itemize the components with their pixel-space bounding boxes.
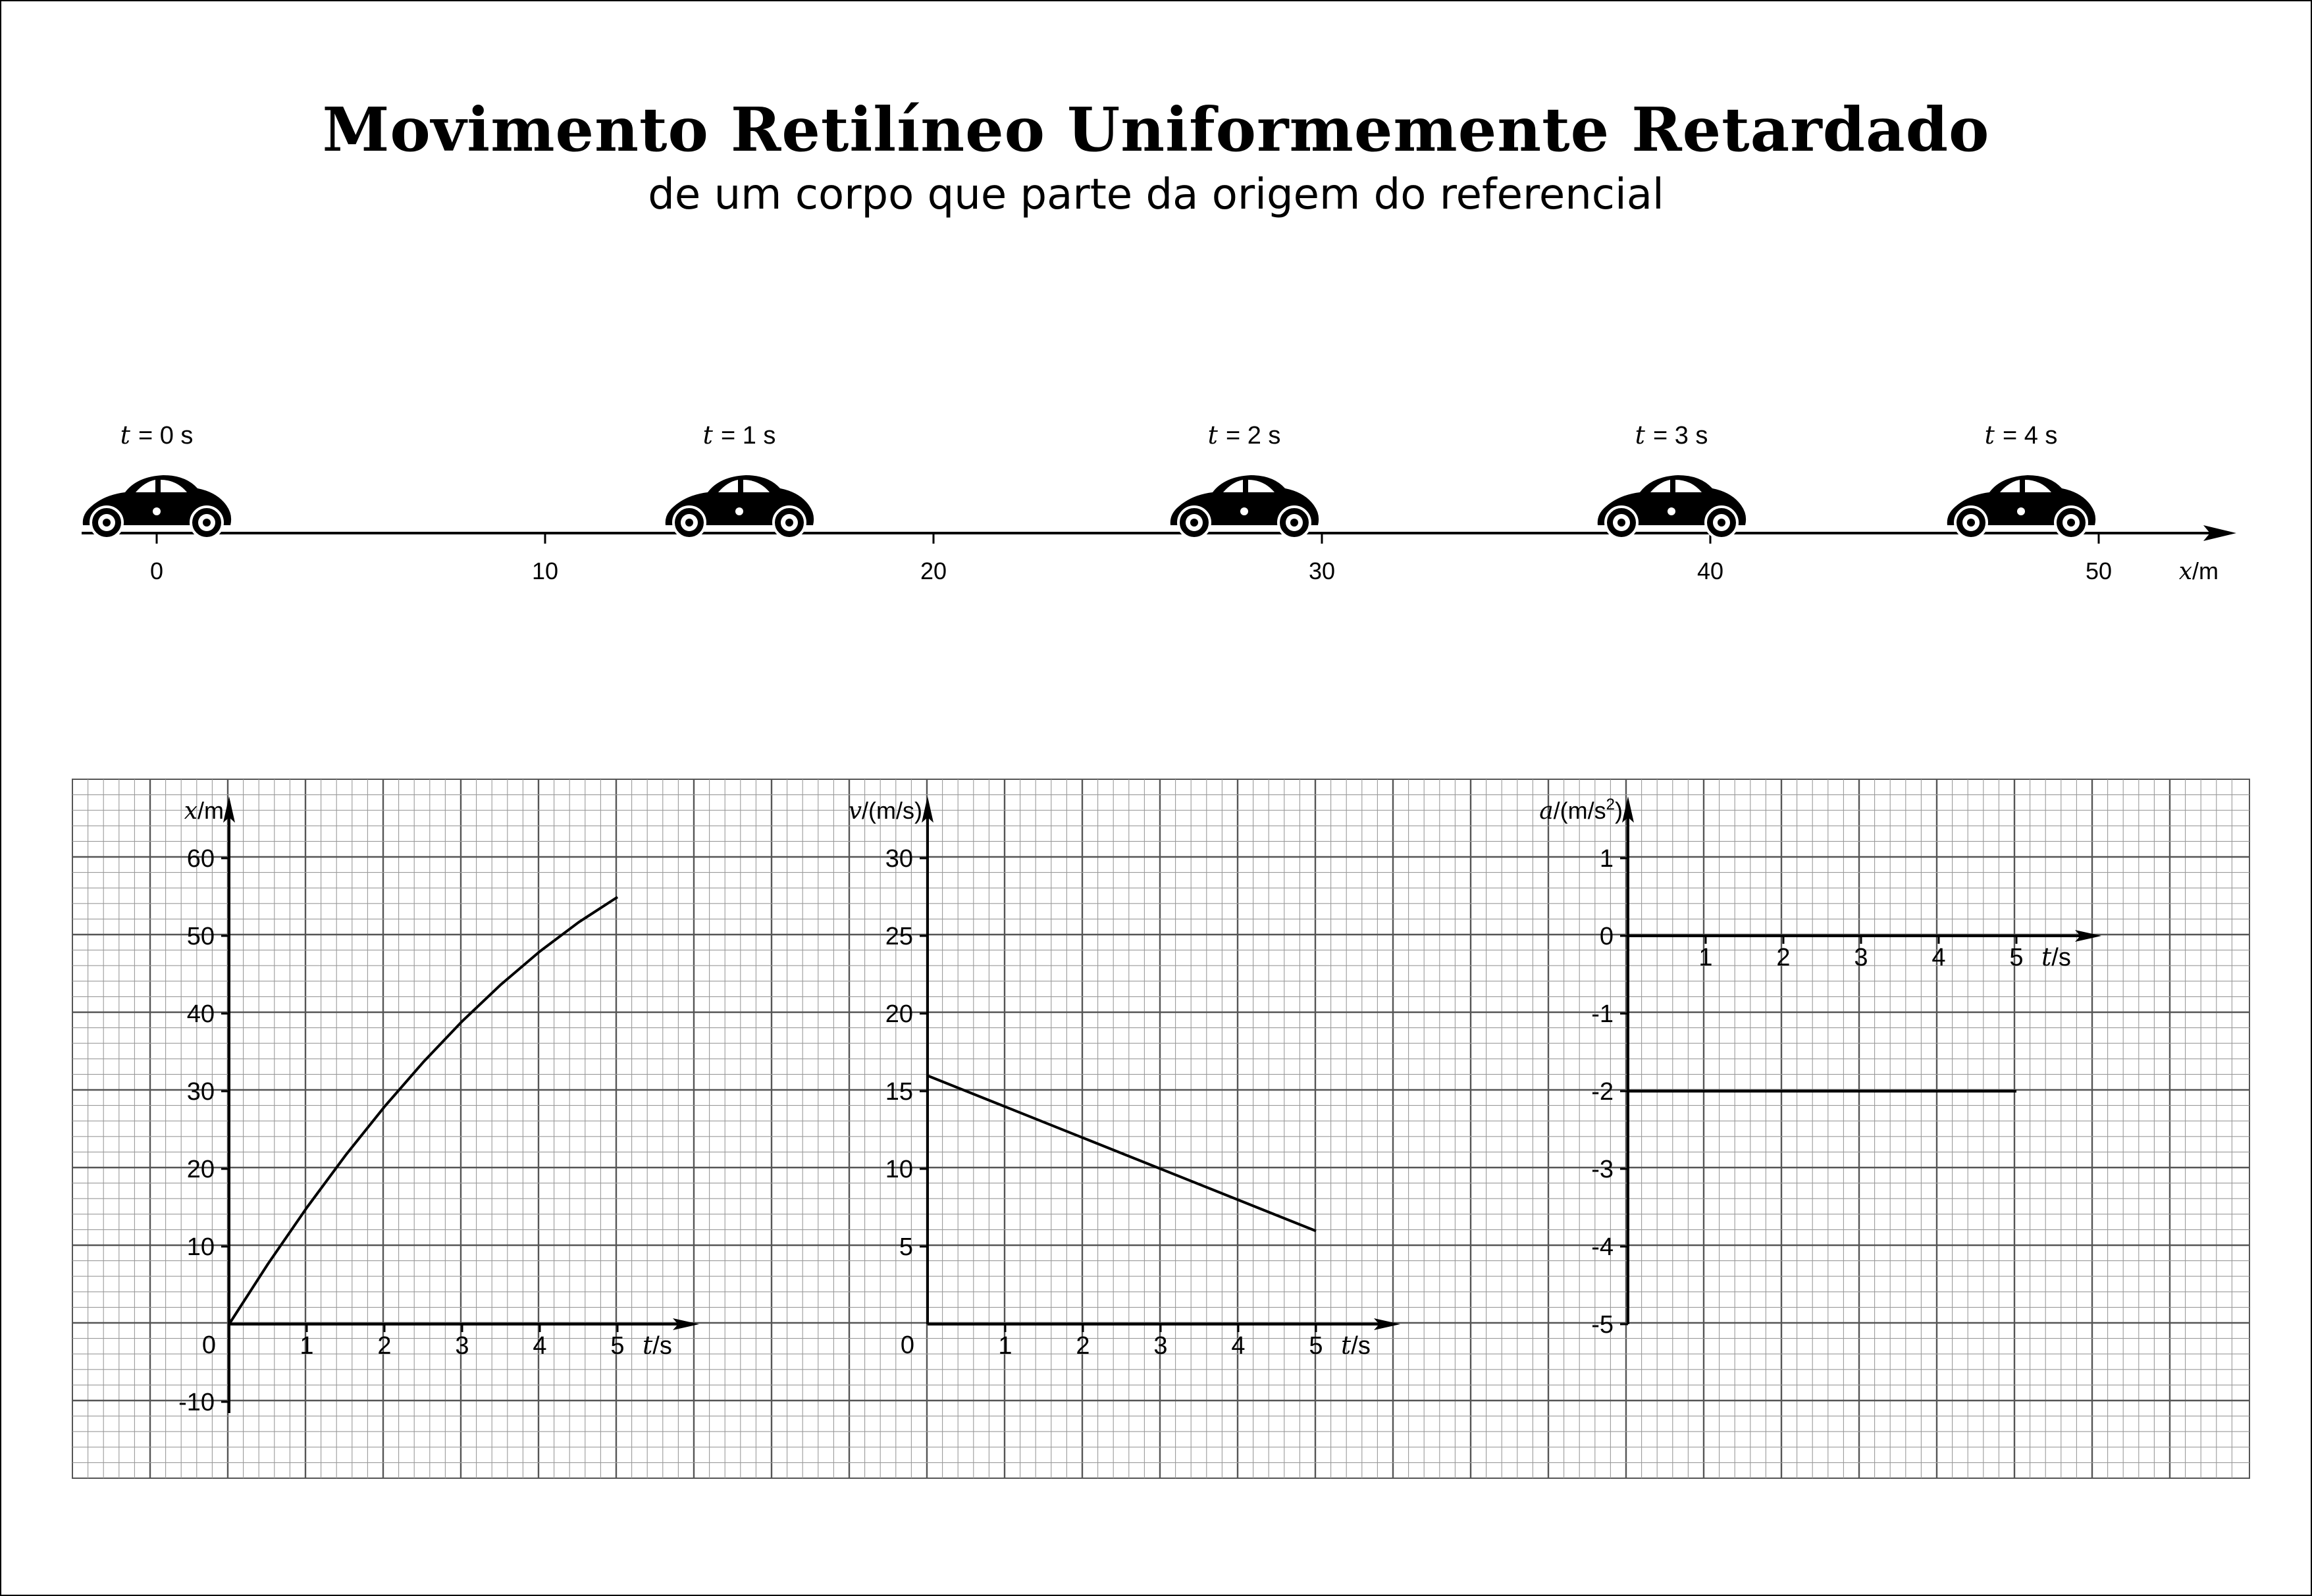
car-dot bbox=[2017, 507, 2025, 515]
x-tick-label: 2 bbox=[1776, 944, 1791, 971]
y-tick-label: 0 bbox=[201, 1331, 216, 1359]
trajectory-axis-symbol: x bbox=[2178, 558, 2192, 585]
car-icon bbox=[83, 475, 231, 538]
x-tick-label: 5 bbox=[2009, 944, 2024, 971]
page-title: Movimento Retilíneo Uniformemente Retardado bbox=[322, 94, 1990, 165]
car-hub-center bbox=[1718, 519, 1725, 527]
trajectory-layer bbox=[82, 421, 2236, 585]
y-axis-unit: /(m/s) bbox=[862, 797, 922, 824]
y-tick-label: -10 bbox=[178, 1389, 215, 1416]
car-hub-center bbox=[785, 519, 793, 527]
y-axis-unit: /(m/s bbox=[1553, 797, 1606, 824]
car-time-label bbox=[1635, 421, 1708, 450]
y-tick-label: 20 bbox=[885, 1000, 913, 1028]
x-tick-label: 4 bbox=[1231, 1332, 1246, 1360]
car-icon bbox=[666, 475, 814, 538]
car-hub-center bbox=[1617, 519, 1625, 527]
car-time-label bbox=[1208, 421, 1281, 450]
car-hub-center bbox=[2067, 519, 2075, 527]
car-icon bbox=[1170, 475, 1319, 538]
car-dot bbox=[735, 507, 743, 515]
trajectory-tick-label: 10 bbox=[531, 557, 559, 584]
x-tick-label: 2 bbox=[1076, 1332, 1090, 1360]
car-time-label bbox=[1985, 421, 2058, 450]
y-axis-symbol: x bbox=[184, 798, 197, 825]
y-tick-label: 10 bbox=[885, 1156, 913, 1183]
y-axis-label bbox=[849, 797, 922, 825]
y-tick-label: 1 bbox=[1599, 845, 1614, 873]
car-hub-center bbox=[1190, 519, 1198, 527]
time-symbol: t bbox=[1635, 421, 1653, 450]
y-axis-label bbox=[184, 797, 224, 825]
y-axis-unit: /m bbox=[197, 797, 224, 824]
y-tick-label: 0 bbox=[1599, 923, 1614, 950]
car-time-label bbox=[120, 421, 194, 450]
x-tick-label: 3 bbox=[455, 1332, 469, 1360]
time-symbol: t bbox=[1984, 421, 2003, 450]
y-tick-label: 30 bbox=[885, 845, 913, 873]
x-axis-unit: /s bbox=[652, 1332, 672, 1360]
time-symbol: t bbox=[1207, 421, 1226, 450]
x-axis-label bbox=[2041, 942, 2071, 971]
car-hub-center bbox=[1967, 519, 1975, 527]
time-symbol: t bbox=[702, 421, 721, 450]
car-dot bbox=[1240, 507, 1248, 515]
trajectory-tick-label: 30 bbox=[1308, 557, 1336, 584]
y-tick-label: 60 bbox=[186, 845, 215, 873]
car-hub-center bbox=[685, 519, 693, 527]
car-hub-center bbox=[103, 519, 111, 527]
trajectory-tick-label: 40 bbox=[1696, 557, 1724, 584]
time-value: = 0 s bbox=[138, 422, 194, 450]
y-axis-unit-close: ) bbox=[1615, 797, 1623, 824]
y-tick-label: -4 bbox=[1591, 1233, 1614, 1261]
y-tick-label: -2 bbox=[1591, 1078, 1614, 1106]
x-tick-label: 5 bbox=[1309, 1332, 1323, 1360]
y-tick-label: -3 bbox=[1591, 1156, 1614, 1183]
y-tick-label: 0 bbox=[900, 1331, 914, 1359]
trajectory-axis-label bbox=[2179, 557, 2219, 585]
x-axis-symbol: t bbox=[643, 1331, 653, 1360]
y-tick-label: 30 bbox=[186, 1078, 215, 1106]
time-value: = 1 s bbox=[720, 422, 776, 450]
car-icon bbox=[1598, 475, 1746, 538]
grid bbox=[72, 779, 2249, 1478]
y-tick-label: -1 bbox=[1591, 1000, 1614, 1028]
x-tick-label: 4 bbox=[1931, 944, 1946, 971]
x-tick-label: 3 bbox=[1854, 944, 1868, 971]
y-tick-label: 20 bbox=[186, 1156, 215, 1183]
y-tick-label: 25 bbox=[885, 923, 913, 950]
car-time-label bbox=[703, 421, 776, 450]
y-tick-label: -5 bbox=[1591, 1311, 1614, 1339]
car-hub-center bbox=[1290, 519, 1298, 527]
y-tick-label: 15 bbox=[885, 1078, 913, 1106]
trajectory-axis-unit: /m bbox=[2192, 557, 2219, 584]
trajectory-tick-label: 50 bbox=[2085, 557, 2113, 584]
x-axis-unit: /s bbox=[1351, 1332, 1371, 1360]
trajectory-tick-label: 0 bbox=[149, 557, 164, 584]
time-symbol: t bbox=[120, 421, 138, 450]
y-tick-label: 5 bbox=[899, 1233, 913, 1261]
x-axis-label bbox=[1341, 1331, 1371, 1360]
title-block bbox=[1, 93, 2311, 221]
time-value: = 3 s bbox=[1652, 422, 1708, 450]
x-tick-label: 1 bbox=[1698, 944, 1713, 971]
x-axis-symbol: t bbox=[2041, 942, 2052, 971]
x-axis-label bbox=[643, 1331, 672, 1360]
x-tick-label: 3 bbox=[1153, 1332, 1168, 1360]
car-dot bbox=[1668, 507, 1675, 515]
car-icon bbox=[1947, 475, 2095, 538]
x-axis-unit: /s bbox=[2051, 944, 2071, 971]
y-axis-unit-sup: 2 bbox=[1606, 796, 1615, 813]
time-value: = 4 s bbox=[2002, 422, 2058, 450]
page-subtitle: de um corpo que parte da origem do referencial bbox=[648, 170, 1664, 219]
x-tick-label: 5 bbox=[610, 1332, 625, 1360]
trajectory-diagram bbox=[1, 396, 2311, 607]
car-hub-center bbox=[203, 519, 211, 527]
graph-paper bbox=[1, 771, 2311, 1482]
car-dot bbox=[153, 507, 161, 515]
y-tick-label: 40 bbox=[186, 1000, 215, 1028]
trajectory-tick-label: 20 bbox=[920, 557, 947, 584]
x-axis-symbol: t bbox=[1341, 1331, 1352, 1360]
x-tick-label: 2 bbox=[377, 1332, 392, 1360]
y-tick-label: 10 bbox=[186, 1233, 215, 1261]
time-value: = 2 s bbox=[1225, 422, 1281, 450]
y-tick-label: 50 bbox=[186, 923, 215, 950]
x-tick-label: 4 bbox=[533, 1332, 547, 1360]
x-tick-label: 1 bbox=[998, 1332, 1012, 1360]
y-axis-symbol: v bbox=[848, 798, 862, 825]
x-tick-label: 1 bbox=[300, 1332, 314, 1360]
y-axis-symbol: a bbox=[1539, 798, 1554, 825]
